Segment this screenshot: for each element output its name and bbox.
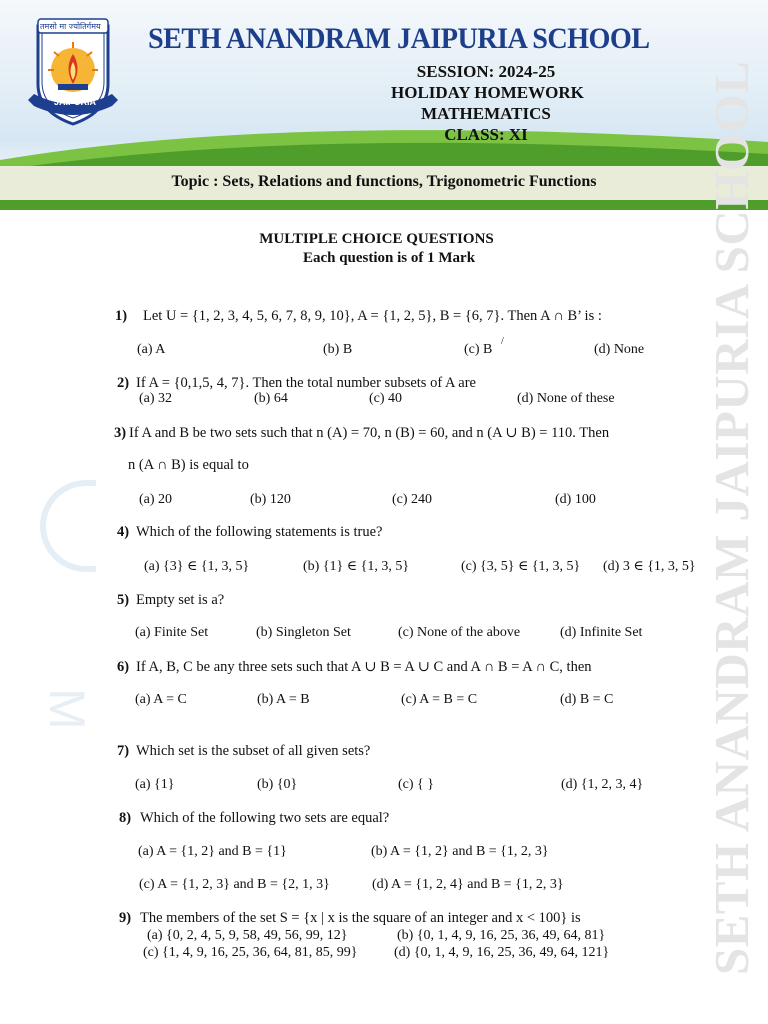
question-number: 1)	[115, 308, 128, 324]
question-text: If A and B be two sets such that n (A) = 70, n (B) = 60, and n (A ∪ B) = 110. Then	[129, 425, 610, 441]
option: (a) A	[137, 342, 166, 357]
logo-label: JAIPURIA	[54, 97, 97, 107]
subject-line: MATHEMATICS	[421, 104, 551, 123]
school-watermark: SETH ANANDRAM JAIPURIA SCHOOL	[704, 60, 759, 975]
question-number: 6)	[117, 659, 130, 675]
question-number: 7)	[117, 743, 130, 759]
question-text: Let U = {1, 2, 3, 4, 5, 6, 7, 8, 9, 10}, A = {1, 2, 5}, B = {6, 7}. Then A ∩ B’ is :	[143, 308, 602, 324]
option: (c) {1, 4, 9, 16, 25, 36, 64, 81, 85, 99}	[143, 945, 358, 960]
option: (c) { }	[398, 777, 434, 792]
question-number: 5)	[117, 592, 130, 608]
option: (d) Infinite Set	[560, 625, 643, 640]
option: (b) A = B	[257, 692, 310, 707]
question-text: Empty set is a?	[136, 592, 225, 608]
question-text: If A, B, C be any three sets such that A ∪ B = A ∪ C and A ∩ B = A ∩ C, then	[136, 659, 592, 675]
option: (c) 40	[369, 391, 403, 406]
question-number: 2)	[117, 375, 130, 391]
option: (d) 100	[555, 492, 596, 507]
option: (b) {0, 1, 4, 9, 16, 25, 36, 49, 64, 81}	[397, 928, 606, 943]
option: (d) {1, 2, 3, 4}	[561, 777, 644, 792]
question-text: The members of the set S = {x | x is the square of an integer and x < 100} is	[140, 910, 581, 926]
option: (b) Singleton Set	[256, 625, 351, 640]
question-number: 4)	[117, 524, 130, 540]
option: (b) B	[323, 342, 353, 357]
question-text: Which of the following two sets are equal?	[140, 810, 390, 826]
option: (c) B	[464, 342, 493, 357]
prime-mark: /	[501, 336, 504, 347]
question-text-continued: n (A ∩ B) is equal to	[128, 457, 249, 473]
section-subtitle: Each question is of 1 Mark	[302, 250, 476, 266]
option: (a) A = {1, 2} and B = {1}	[138, 844, 287, 859]
option: (a) {3} ∈ {1, 3, 5}	[144, 559, 250, 574]
option: (d) A = {1, 2, 4} and B = {1, 2, 3}	[372, 877, 564, 892]
option: (b) {0}	[257, 777, 298, 792]
option: (a) Finite Set	[135, 625, 209, 640]
faint-arc-decoration	[40, 480, 96, 572]
homework-line: HOLIDAY HOMEWORK	[391, 83, 584, 102]
option: (d) B = C	[560, 692, 614, 707]
option: (a) 20	[139, 492, 173, 507]
question-number: 3)	[114, 425, 127, 441]
option: (c) {3, 5} ∈ {1, 3, 5}	[461, 559, 581, 574]
option: (c) A = B = C	[401, 692, 478, 707]
option: (d) None	[594, 342, 645, 357]
option: (d) 3 ∈ {1, 3, 5}	[603, 559, 696, 574]
session-line: SESSION: 2024-25	[416, 62, 556, 81]
option: (c) A = {1, 2, 3} and B = {2, 1, 3}	[139, 877, 330, 892]
option: (b) 120	[250, 492, 291, 507]
logo-motto: तमसो मा ज्योतिर्गमय	[40, 22, 101, 31]
question-number: 8)	[119, 810, 132, 826]
class-line: CLASS: XI	[444, 125, 528, 144]
faint-m-decoration: M	[38, 688, 95, 730]
option: (a) 32	[139, 391, 173, 406]
school-name: SETH ANANDRAM JAIPURIA SCHOOL	[148, 22, 650, 55]
option: (b) 64	[254, 391, 288, 406]
topic-line: Topic : Sets, Relations and functions, Trigonometric Functions	[171, 173, 597, 190]
section-title: MULTIPLE CHOICE QUESTIONS	[259, 231, 494, 247]
option: (d) {0, 1, 4, 9, 16, 25, 36, 49, 64, 121}	[394, 945, 610, 960]
question-text: If A = {0,1,5, 4, 7}. Then the total number subsets of A are	[136, 375, 476, 391]
option: (a) A = C	[135, 692, 187, 707]
option: (c) 240	[392, 492, 433, 507]
option: (b) {1} ∈ {1, 3, 5}	[303, 559, 410, 574]
option: (d) None of these	[517, 391, 615, 406]
option: (c) None of the above	[398, 625, 521, 640]
option: (a) {0, 2, 4, 5, 9, 58, 49, 56, 99, 12}	[147, 928, 348, 943]
question-text: Which of the following statements is true?	[136, 524, 383, 540]
option: (a) {1}	[135, 777, 175, 792]
question-number: 9)	[119, 910, 132, 926]
option: (b) A = {1, 2} and B = {1, 2, 3}	[371, 844, 549, 859]
question-text: Which set is the subset of all given sets?	[136, 743, 371, 759]
